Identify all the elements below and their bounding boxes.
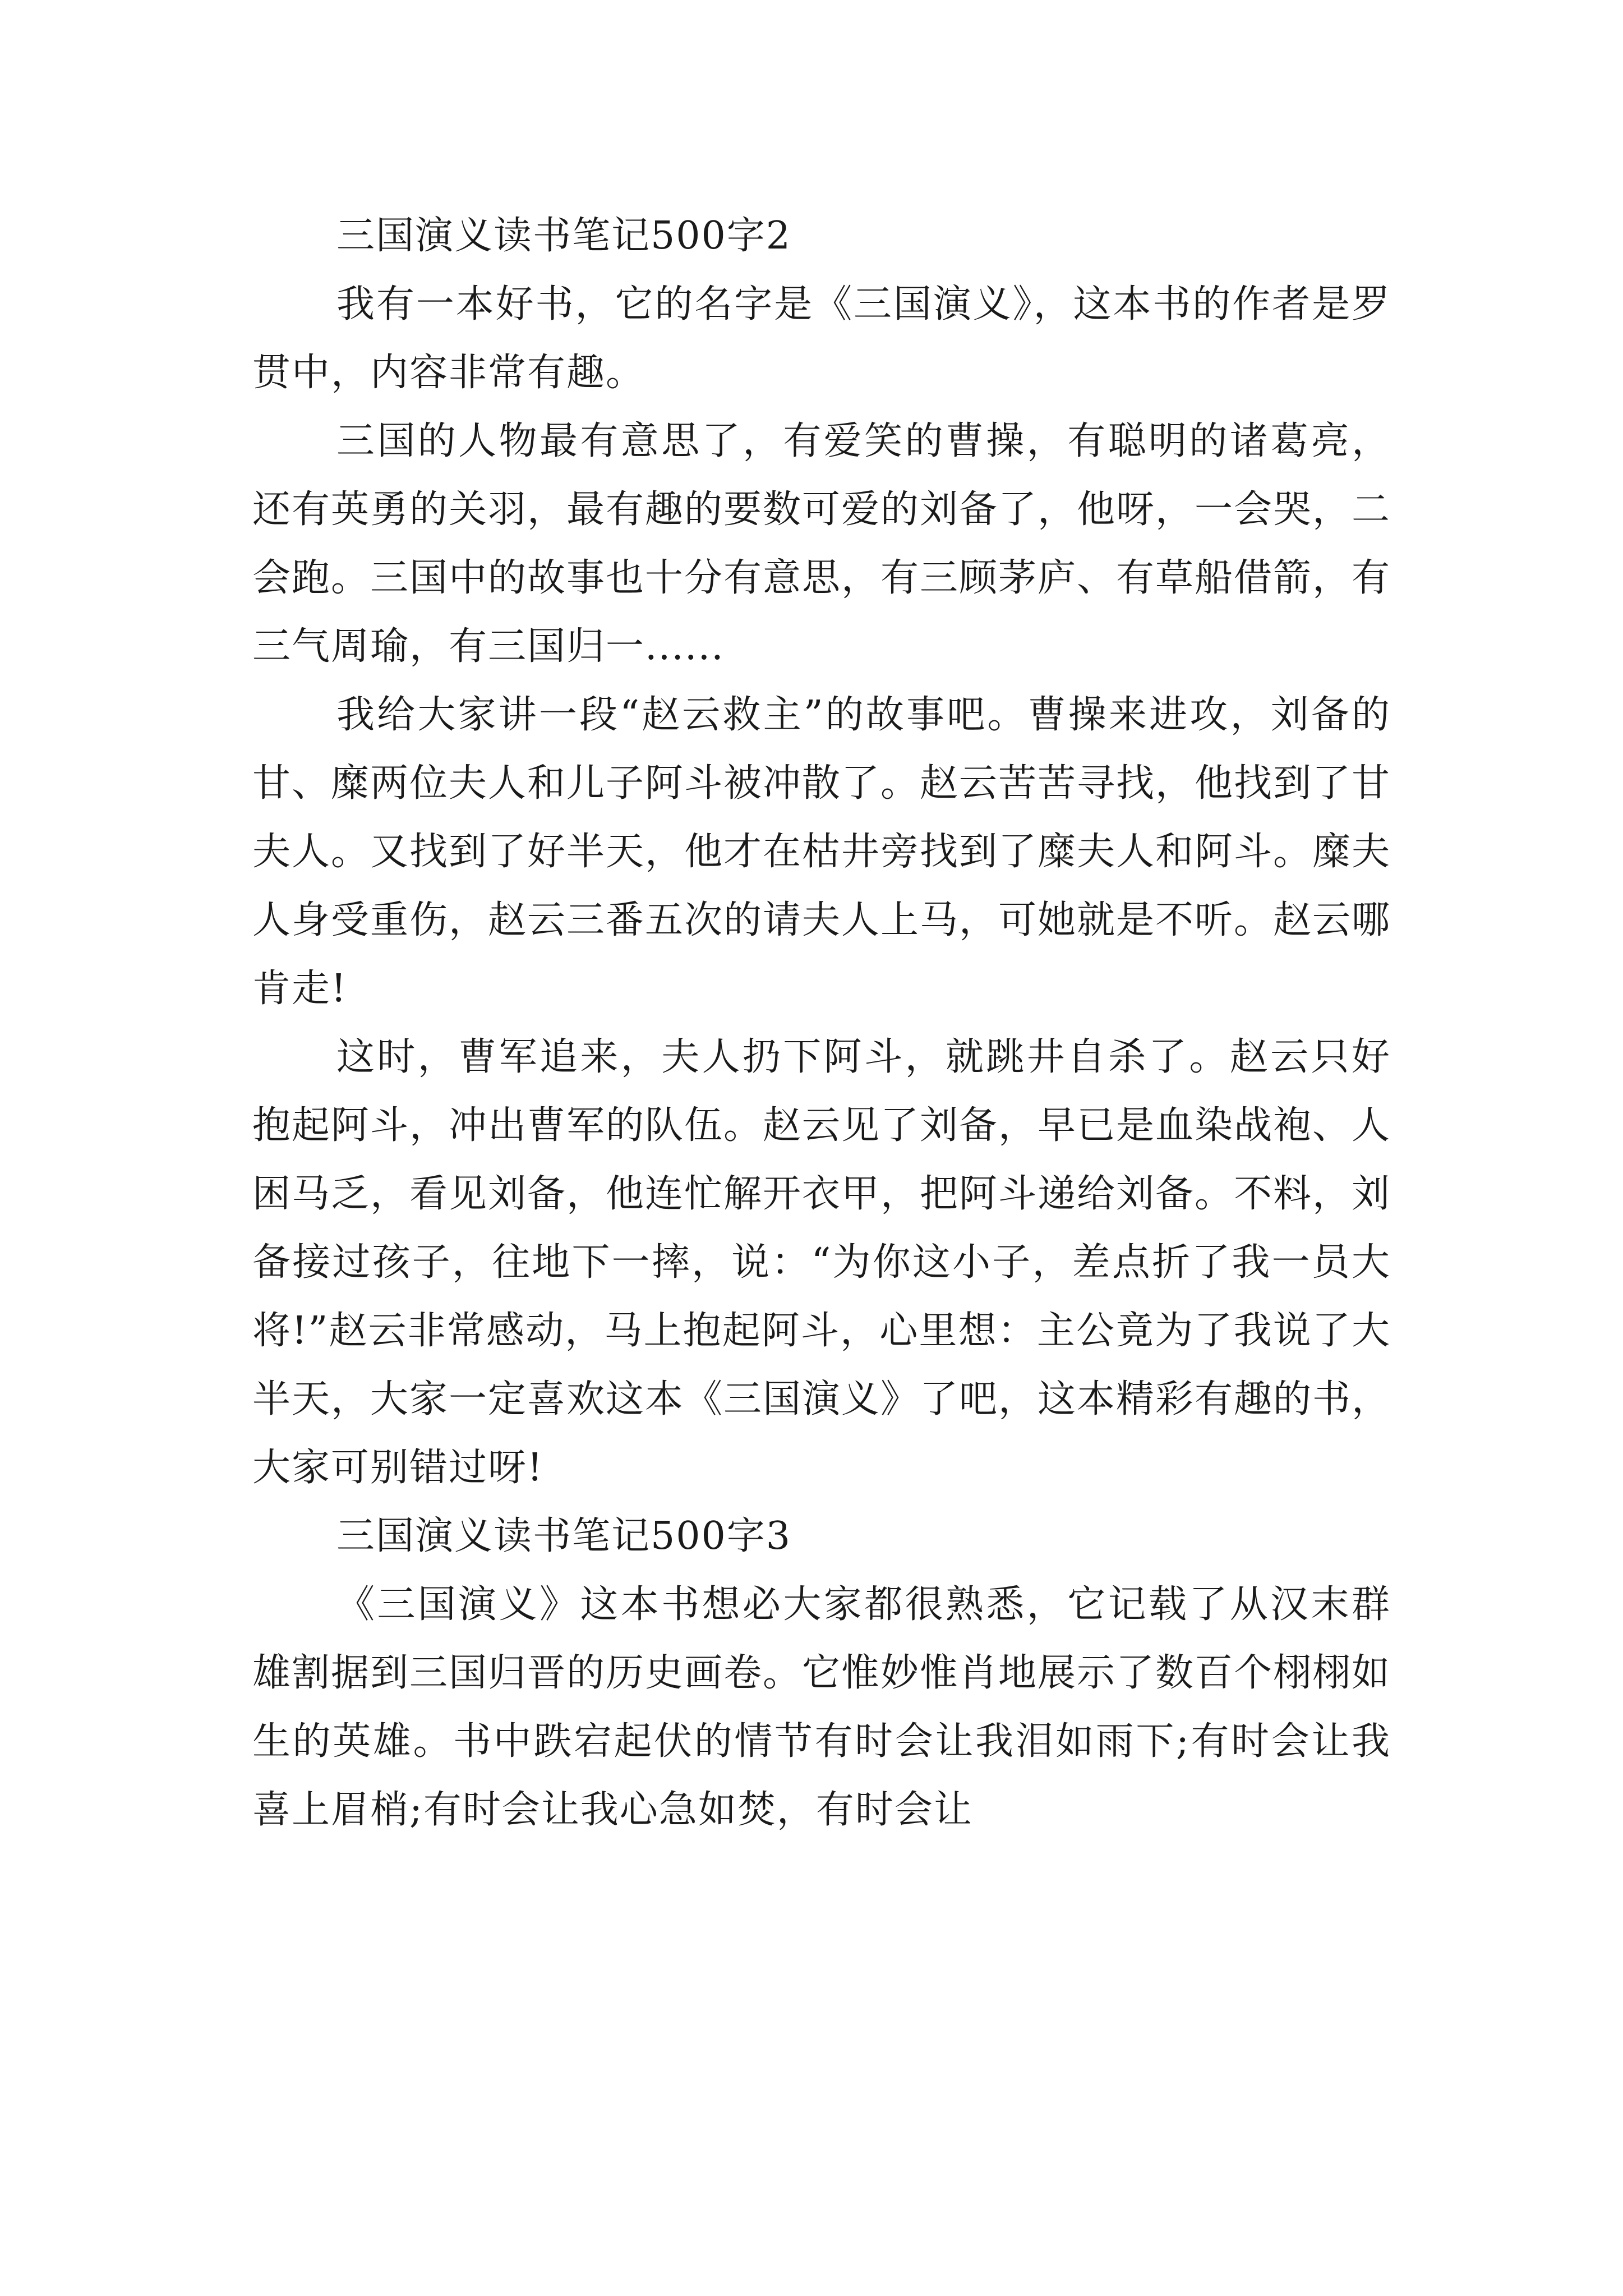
paragraph-intro: 我有一本好书，它的名字是《三国演义》，这本书的作者是罗贯中，内容非常有趣。: [252, 282, 1391, 395]
paragraph-zhaoyun-ending: 这时，曹军追来，夫人扔下阿斗，就跳井自杀了。赵云只好抱起阿斗，冲出曹军的队伍。赵云见了刘备，早已是血染战袍、人困马乏，看见刘备，他连忙解开衣甲，把阿斗递给刘备。不料，刘备接过孩子，往地下一摔，说：“为你这小子，差点折了我一员大将!”赵云非常感动，马上抱起阿斗，心里想：主公竟为了我说了大半天，大家一定喜欢这本《三国演义》了吧，这本精彩有趣的书，大家可别错过呀!: [252, 1035, 1391, 1490]
paragraph-zhaoyun-story: 我给大家讲一段“赵云救主”的故事吧。曹操来进攻，刘备的甘、糜两位夫人和儿子阿斗被冲散了。赵云苦苦寻找，他找到了甘夫人。又找到了好半天，他才在枯井旁找到了糜夫人和阿斗。糜夫人身受重伤，赵云三番五次的请夫人上马，可她就是不听。赵云哪肯走!: [252, 693, 1391, 1011]
paragraph-book-overview: 《三国演义》这本书想必大家都很熟悉，它记载了从汉末群雄割据到三国归晋的历史画卷。它惟妙惟肖地展示了数百个栩栩如生的英雄。书中跌宕起伏的情节有时会让我泪如雨下;有时会让我喜上眉梢;有时会让我心急如焚，有时会让: [252, 1582, 1391, 1832]
section-heading-3: 三国演义读书笔记500字3: [336, 1514, 792, 1558]
paragraph-characters: 三国的人物最有意思了，有爱笑的曹操，有聪明的诸葛亮，还有英勇的关羽，最有趣的要数可爱的刘备了，他呀，一会哭，二会跑。三国中的故事也十分有意思，有三顾茅庐、有草船借箭，有三气周瑜，有三国归一......: [252, 419, 1391, 669]
document-page: [252, 202, 1391, 1844]
section-heading-2: 三国演义读书笔记500字2: [336, 214, 792, 258]
